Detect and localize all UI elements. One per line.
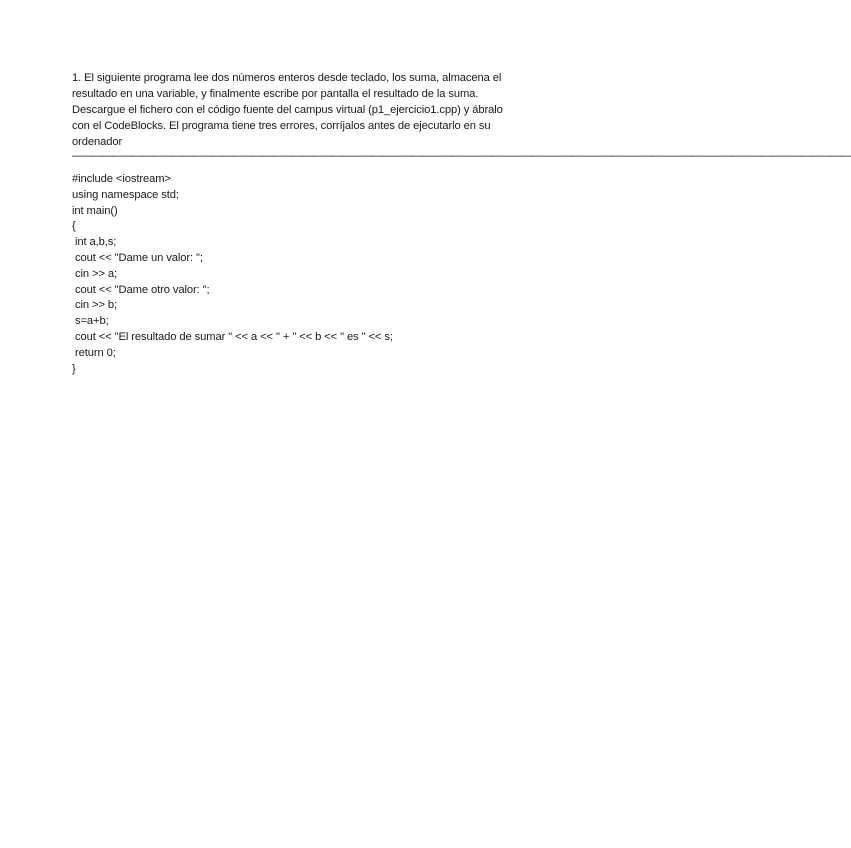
code-line: cout << "El resultado de sumar " << a << " + " << b << " es " << s; xyxy=(72,330,393,343)
document-content xyxy=(72,70,851,377)
code-line: using namespace std; xyxy=(72,188,179,201)
code-line: int a,b,s; xyxy=(72,236,117,249)
code-line: { xyxy=(72,220,76,233)
statement-line: Descargue el fichero con el código fuente del campus virtual (p1_ejercicio1.cpp) y ábralo xyxy=(72,104,503,116)
code-line: #include <iostream> xyxy=(72,173,171,185)
statement-line: ordenador xyxy=(72,136,123,148)
code-listing xyxy=(72,172,528,377)
code-line: } xyxy=(72,362,76,375)
code-line: cout << "Dame otro valor: "; xyxy=(72,283,210,296)
exercise-statement xyxy=(72,70,528,150)
code-line: cin >> a; xyxy=(72,267,118,280)
statement-line: con el CodeBlocks. El programa tiene tres errores, corríjalos antes de ejecutarlo en su xyxy=(72,120,491,132)
statement-line: resultado en una variable, y finalmente escribe por pantalla el resultado de la suma. xyxy=(72,88,479,100)
code-line: int main() xyxy=(72,204,118,217)
code-line: s=a+b; xyxy=(72,315,109,328)
statement-line: 1. El siguiente programa lee dos números enteros desde teclado, los suma, almacena el xyxy=(72,72,502,84)
code-line: return 0; xyxy=(72,346,116,359)
code-line: cin >> b; xyxy=(72,299,118,312)
code-line: cout << "Dame un valor: "; xyxy=(72,251,203,264)
separator-line: —————————————————————————————————————————————————————————————————————————————— xyxy=(72,150,851,162)
